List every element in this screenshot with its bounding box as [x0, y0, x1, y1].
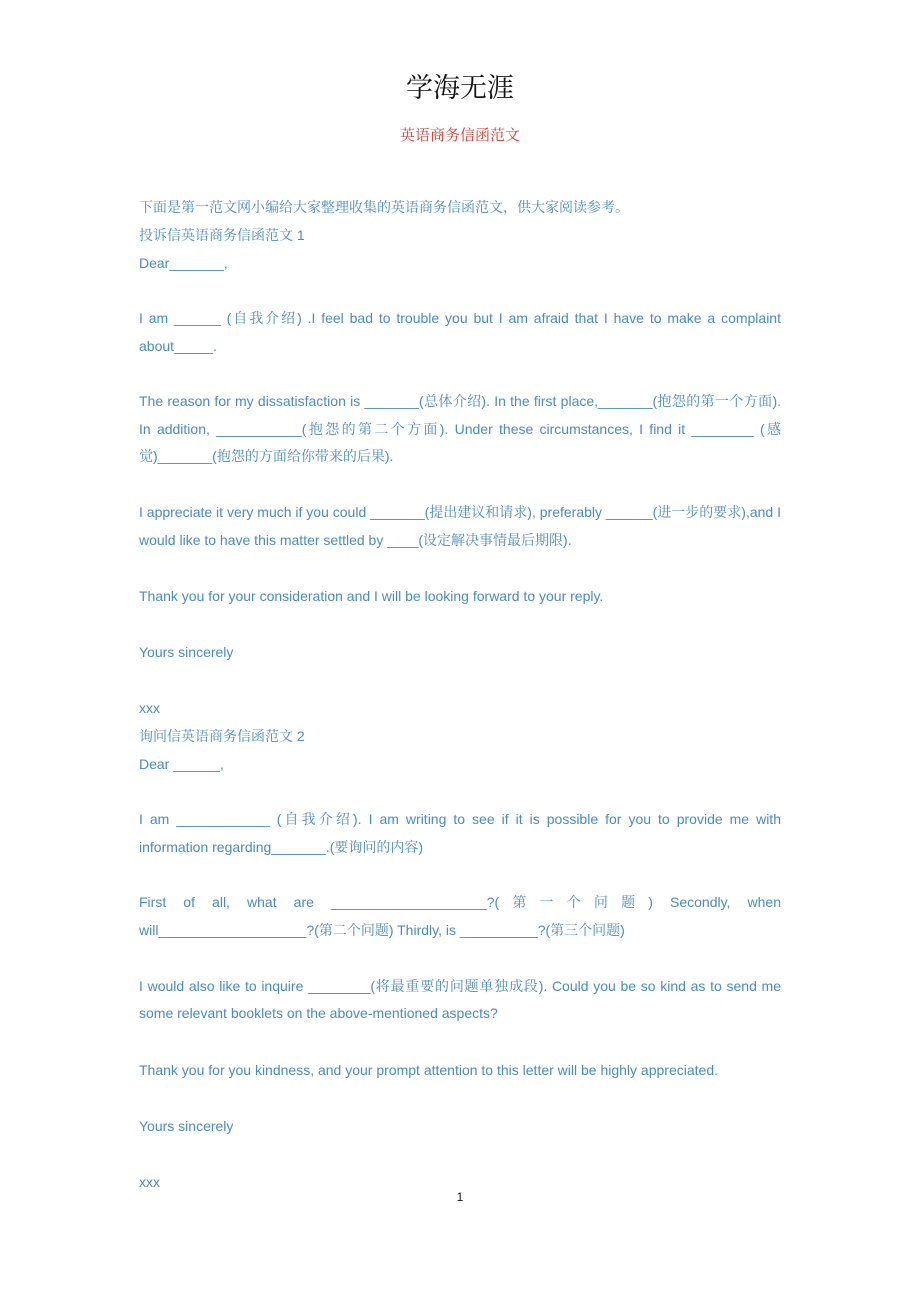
document-heading: 英语商务信函范文 [399, 126, 520, 144]
document-body [139, 193, 781, 1196]
letter1-closing: Yours sincerely [139, 644, 234, 661]
letter2-salutation: Dear ______, [139, 756, 224, 773]
letter1-paragraph-2: The reason for my dissatisfaction is _______(总体介绍). In the first place,_______(抱怨的第一个方面). In addition, ___________(抱怨的第二个方面). Under these circumstances, I find it ________ (感觉)_______(抱怨的方面给你带来的后果). [139, 393, 781, 465]
letter2-heading: 询问信英语商务信函范文 2 [139, 728, 305, 745]
letter1-paragraph-3: I appreciate it very much if you could _______(提出建议和请求), preferably ______(进一步的要求),and I would like to have this matter settled by ____(设定解决事情最后期限). [139, 503, 781, 548]
letter2-closing: Yours sincerely [139, 1117, 234, 1134]
letter1-signature: xxx [139, 700, 160, 717]
letter1-paragraph-1: I am ______ (自我介绍) .I feel bad to trouble you but I am afraid that I have to make a complaint about_____. [139, 310, 781, 354]
letter2-paragraph-3: I would also like to inquire ________(将最重要的问题单独成段). Could you be so kind as to send me some relevant booklets on the above-mentioned aspects? [139, 977, 781, 1022]
letter2-paragraph-2-line-2: will___________________?(第二个问题) Thirdly, is __________?(第三个问题) [139, 921, 625, 938]
page-number: 1 [456, 1190, 464, 1204]
letter1-salutation: Dear_______, [139, 255, 228, 271]
letter2-signature: xxx [139, 1173, 160, 1190]
letter2-paragraph-4: Thank you for you kindness, and your prompt attention to this letter will be highly appreciated. [139, 1061, 718, 1078]
letter1-paragraph-4: Thank you for your consideration and I will be looking forward to your reply. [139, 588, 604, 605]
letter2-paragraph-1: I am ____________ (自我介绍). I am writing to see if it is possible for you to provide me with information regarding_______.(要询问的内容) [139, 811, 781, 855]
intro-text: 下面是第一范文网小编给大家整理收集的英语商务信函范文，供大家阅读参考。 [139, 199, 629, 215]
letter2-paragraph-2-line-1: First of all, what are ____________________?(第一个问题) Secondly, when [139, 894, 781, 911]
page-title: 学海无涯 [406, 73, 514, 104]
letter1-heading: 投诉信英语商务信函范文 1 [139, 227, 305, 243]
